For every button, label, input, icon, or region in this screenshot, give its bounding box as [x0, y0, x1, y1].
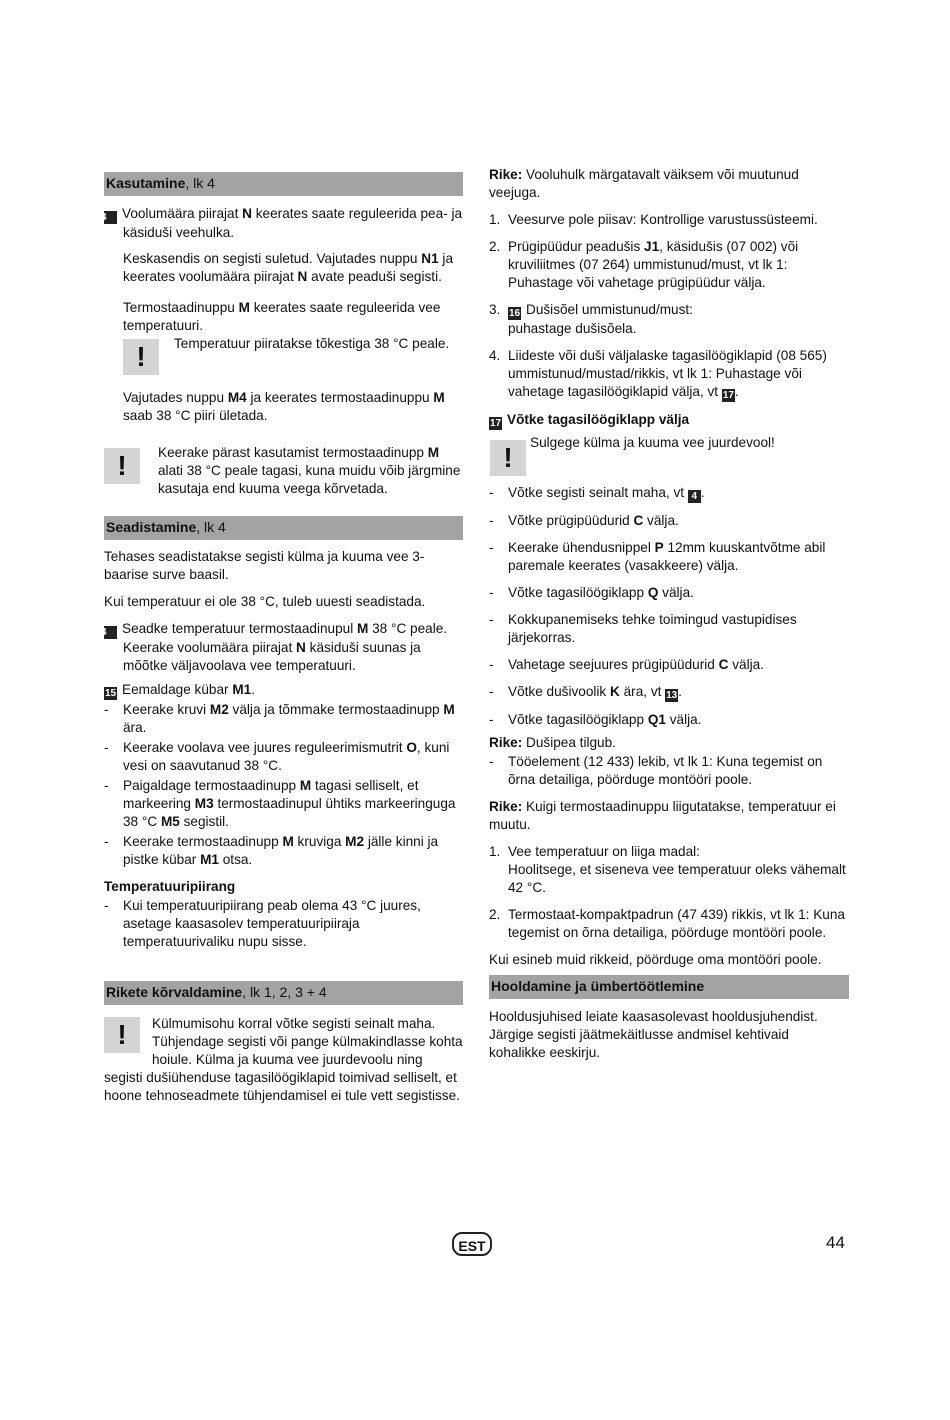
- warning-block: [489, 434, 849, 484]
- list-item: - Keerake voolava vee juures reguleerimismutrit O, kuni vesi on saavutanud 38 °C.: [104, 739, 463, 775]
- paragraph: Kui esineb muid rikkeid, pöörduge oma montööri poole.: [489, 952, 822, 967]
- figure-ref: 17: [489, 418, 502, 429]
- right-column: [489, 166, 849, 1062]
- list-item: - Kokkupanemiseks tehke toimingud vastupidises järjekorras.: [489, 611, 849, 647]
- paragraph: 14 Seadke temperatuur termostaadinupul M 38 °C peale. Keerake voolumäära piirajat N käsiduši suunas ja mõõtke väljavoolava vee temperatuuri.: [95, 621, 448, 673]
- warning-block: [104, 335, 463, 383]
- figure-ref: 15: [104, 688, 117, 699]
- list-item: - Kui temperatuuripiirang peab olema 43 °C juures, asetage kaasasolev temperatuuripiiraja temperatuurivaliku nupu sisse.: [104, 897, 463, 951]
- list-item: - Võtke tagasilöögiklapp Q välja.: [489, 584, 849, 602]
- fault-description: Rike: Kuigi termostaadinuppu liigutatakse, temperatuur ei muutu.: [489, 799, 836, 832]
- list-item: - Keerake kruvi M2 välja ja tõmmake termostaadinupp M ära.: [104, 701, 463, 737]
- figure-ref: 13: [666, 690, 678, 701]
- left-column: [95, 166, 463, 1105]
- paragraph: Hooldusjuhised leiate kaasasolevast hooldusjuhendist. Järgige segisti jäätmekäitlusse andmisel kehtivaid kohalikke eeskirju.: [489, 1009, 818, 1060]
- paragraph: Vajutades nuppu M4 ja keerates termostaadinuppu M saab 38 °C piiri ületada.: [123, 390, 445, 423]
- figure-ref: 14: [104, 626, 117, 639]
- warning-icon: [104, 448, 140, 484]
- list-item: - Keerake ühendusnippel P 12mm kuuskantvõtme abil paremale keerates (vasakkeere) välja.: [489, 539, 849, 575]
- subheading: Temperatuuripiirang: [104, 879, 236, 894]
- paragraph: Kui temperatuur ei ole 38 °C, tuleb uuesti seadistada.: [104, 594, 426, 609]
- list-item: 2. Termostaat-kompaktpadrun (47 439) rikkis, vt lk 1: Kuna tegemist on õrna detailiga, pöörduge montööri poole.: [489, 907, 845, 940]
- figure-ref: 4: [688, 490, 701, 503]
- section-heading-seadistamine: Seadistamine, lk 4: [104, 516, 463, 540]
- list-item: 1. Vee temperatuur on liiga madal: Hoolitsege, et siseneva vee temperatuur oleks vähemalt 42 °C.: [489, 844, 846, 895]
- warning-text: Keerake pärast kasutamist termostaadinupp M alati 38 °C peale tagasi, kuna muidu võib järgmine kasutaja end kuuma veega kõrvetada.: [158, 445, 461, 496]
- list-item: 2. Prügipüüdur peadušis J1, käsidušis (07 002) või kruviliitmes (07 264) ummistunud/must, vt lk 1: Puhastage või vahetage prügipüüdur välja.: [489, 239, 799, 290]
- list-item: - Tööelement (12 433) lekib, vt lk 1: Kuna tegemist on õrna detailiga, pöörduge montööri poole.: [489, 753, 849, 789]
- list-item: 1. Veesurve pole piisav: Kontrollige varustussüsteemi.: [489, 212, 818, 227]
- list-item: - Võtke prügipüüdurid C välja.: [489, 512, 849, 530]
- paragraph: 14 Voolumäära piirajat N keerates saate reguleerida pea- ja käsiduši veehulka.: [95, 206, 463, 240]
- figure-ref: 17: [722, 390, 734, 401]
- figure-ref: 16: [508, 308, 521, 319]
- list-item: 3. 16 Dušisõel ummistunud/must: puhastage dušisõela.: [489, 302, 693, 336]
- warning-icon: [123, 339, 159, 375]
- list-item: - Paigaldage termostaadinupp M tagasi selliselt, et markeering M3 termostaadinupul ühtiks markeeringuga 38 °C M5 segistil.: [104, 777, 463, 831]
- paragraph: Keskasendis on segisti suletud. Vajutades nuppu N1 ja keerates voolumäära piirajat N avate peaduši segisti.: [123, 251, 454, 284]
- warning-block: [104, 1015, 463, 1105]
- section-heading-rikete: Rikete kõrvaldamine, lk 1, 2, 3 + 4: [104, 981, 463, 1005]
- section-heading-hooldamine: Hooldamine ja ümbertöötlemine: [489, 975, 849, 999]
- figure-ref: 14: [104, 211, 117, 224]
- page-number: 44: [826, 1233, 845, 1252]
- list-item: - Võtke dušivoolik K ära, vt 13.: [489, 683, 849, 702]
- fault-description: Rike: Dušipea tilgub.: [489, 735, 616, 750]
- paragraph: Termostaadinuppu M keerates saate reguleerida vee temperatuuri.: [123, 300, 441, 333]
- paragraph: 15 Eemaldage kübar M1.: [104, 682, 256, 699]
- warning-icon: [490, 440, 526, 476]
- language-badge: EST: [452, 1232, 492, 1256]
- list-item: - Keerake termostaadinupp M kruviga M2 jälle kinni ja pistke kübar M1 otsa.: [104, 833, 463, 869]
- subheading: 17 Võtke tagasilöögiklapp välja: [489, 412, 690, 429]
- list-item: 4. Liideste või duši väljalaske tagasilöögiklapid (08 565) ummistunud/mustad/rikkis, vt lk 1: Puhastage või vahetage tagasilöögiklapid välja, vt 17.: [489, 348, 827, 401]
- warning-text: Temperatuur piiratakse tõkestiga 38 °C peale.: [174, 336, 450, 351]
- warning-icon: [104, 1017, 140, 1053]
- section-heading-kasutamine: Kasutamine, lk 4: [104, 172, 463, 196]
- list-item: - Võtke tagasilöögiklapp Q1 välja.: [489, 711, 849, 729]
- warning-block: [104, 444, 463, 504]
- warning-text: Külmumisohu korral võtke segisti seinalt maha. Tühjendage segisti või pange külmakindlasse kohta hoiule. Külma ja kuuma vee juurdevoolu ning segisti dušiühenduse tagasilöögiklapid toimivad selliselt, et hoone tehnoseadmete tühjendamisel ei tule vett segistisse.: [104, 1016, 463, 1103]
- warning-text: Sulgege külma ja kuuma vee juurdevool!: [530, 435, 775, 450]
- fault-description: Rike: Vooluhulk märgatavalt väiksem või muutunud veejuga.: [489, 167, 799, 200]
- list-item: - Võtke segisti seinalt maha, vt 4 .: [489, 484, 849, 503]
- list-item: - Vahetage seejuures prügipüüdurid C välja.: [489, 656, 849, 674]
- paragraph: Tehases seadistatakse segisti külma ja kuuma vee 3-baarise surve baasil.: [104, 549, 425, 582]
